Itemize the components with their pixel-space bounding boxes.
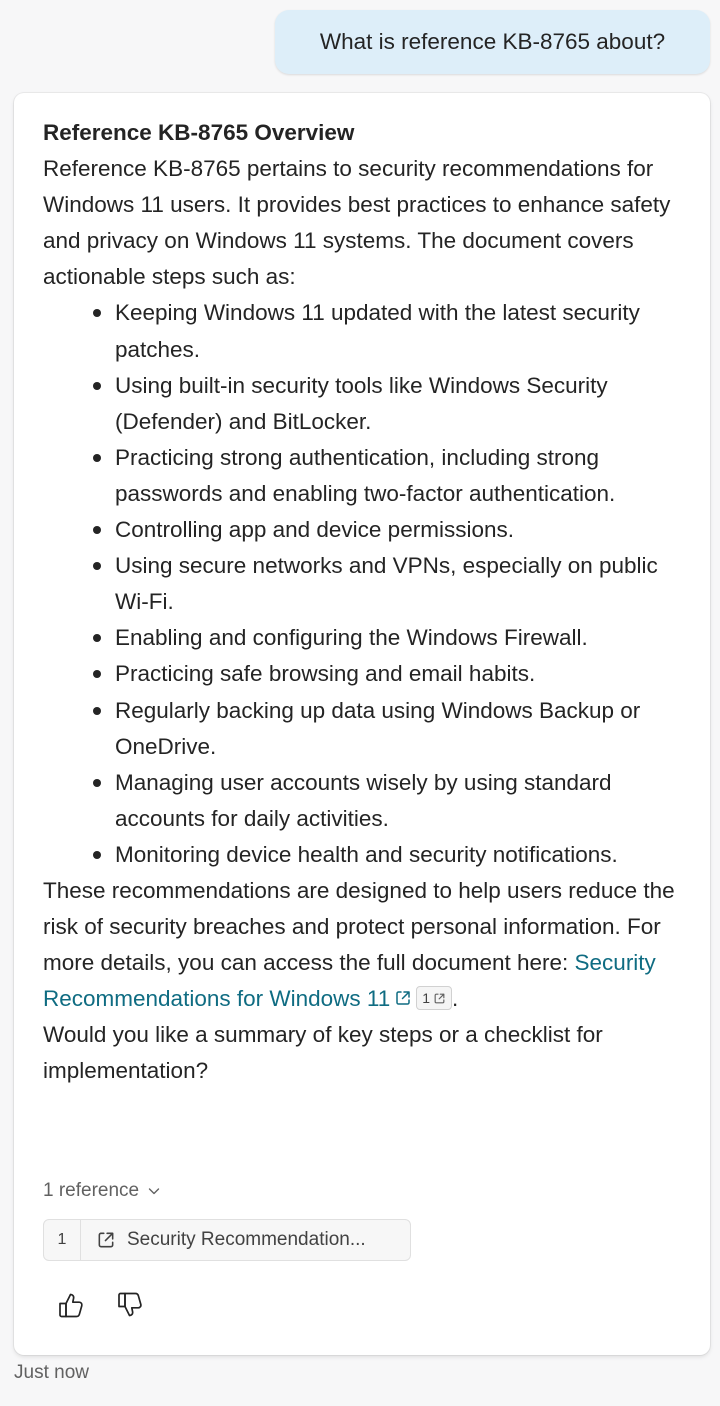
external-link-icon: [96, 1230, 116, 1250]
answer-intro: Reference KB-8765 pertains to security recommendations for Windows 11 users. It provides best practices to enhance safety and privacy on Windows 11 systems. The document covers actionable steps such as:: [43, 156, 671, 290]
document-link-text: Security Recommendations for Windows 11: [43, 950, 656, 1012]
recommendation-list: [43, 295, 684, 873]
external-link-icon: [394, 989, 412, 1007]
thumbs-up-icon: [55, 1289, 87, 1321]
answer-followup: Would you like a summary of key steps or a checklist for implementation?: [43, 1022, 603, 1084]
references-toggle-label: 1 reference: [43, 1180, 140, 1201]
answer-content: [43, 115, 684, 1090]
citation-number: 1: [422, 990, 431, 1007]
list-item: Using built-in security tools like Windows Security (Defender) and BitLocker.: [115, 368, 684, 440]
list-item: Regularly backing up data using Windows Backup or OneDrive.: [115, 693, 684, 765]
list-item: Practicing strong authentication, including strong passwords and enabling two-factor authentication.: [115, 440, 684, 512]
list-item: Enabling and configuring the Windows Firewall.: [115, 620, 684, 656]
list-item: Using secure networks and VPNs, especially on public Wi-Fi.: [115, 548, 684, 620]
chevron-down-icon: [147, 1184, 161, 1198]
citation-badge[interactable]: [416, 986, 452, 1010]
thumbs-down-icon: [114, 1289, 146, 1321]
references-toggle[interactable]: [43, 1180, 161, 1202]
user-message-bubble: [275, 10, 710, 74]
list-item: Managing user accounts wisely by using standard accounts for daily activities.: [115, 765, 684, 837]
list-item: Practicing safe browsing and email habits.: [115, 656, 684, 692]
reference-number: 1: [44, 1220, 81, 1260]
thumbs-up-button[interactable]: [51, 1285, 91, 1325]
reference-title: Security Recommendation...: [127, 1229, 366, 1250]
list-item: Controlling app and device permissions.: [115, 512, 684, 548]
reference-chip[interactable]: [43, 1219, 411, 1261]
message-timestamp: Just now: [14, 1362, 89, 1383]
answer-closing: [43, 873, 684, 1017]
closing-text: These recommendations are designed to help users reduce the risk of security breaches and protect personal information. For more details, you can access the full document here:: [43, 877, 675, 976]
closing-period: .: [452, 986, 459, 1012]
list-item: Monitoring device health and security notifications.: [115, 837, 684, 873]
answer-card: [14, 93, 710, 1355]
thumbs-down-button[interactable]: [110, 1285, 150, 1325]
user-message-text: What is reference KB-8765 about?: [319, 29, 666, 54]
external-link-icon: [433, 992, 446, 1005]
list-item: Keeping Windows 11 updated with the latest security patches.: [115, 295, 684, 367]
answer-heading: Reference KB-8765 Overview: [43, 120, 355, 145]
